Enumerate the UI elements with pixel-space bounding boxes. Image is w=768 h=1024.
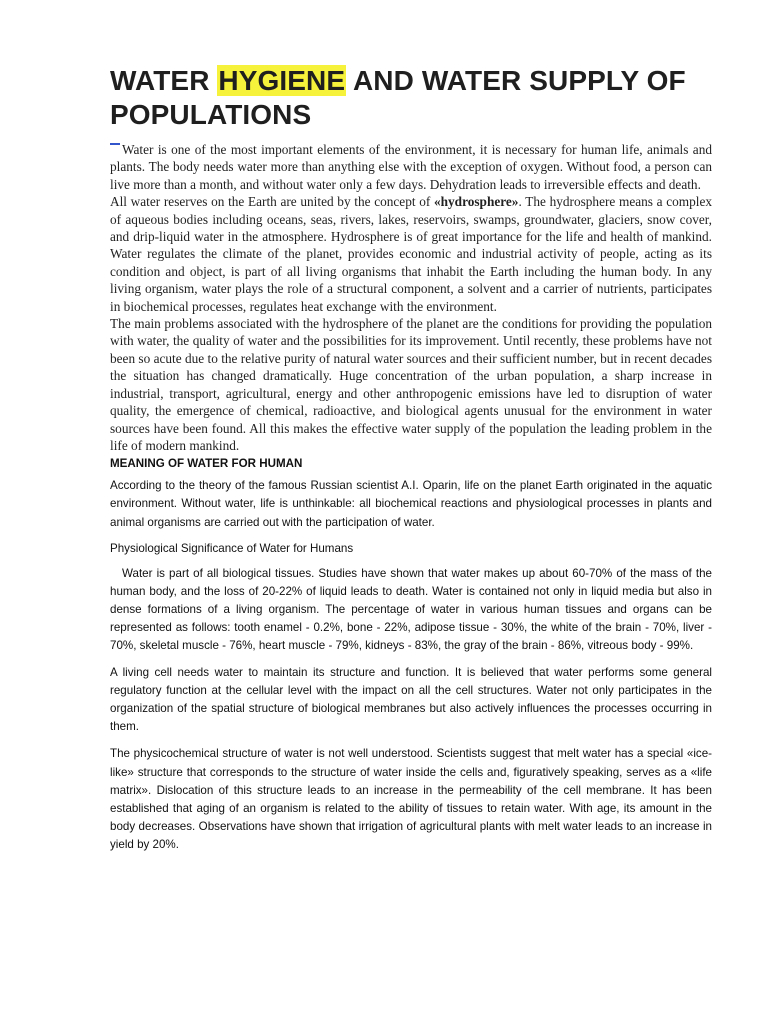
intro-paragraph-3: The main problems associated with the hydrosphere of the planet are the conditions for providing the population with water, the quality of water and the possibilities for its improvement. Until recently, these problems have not been so acute due to the relative purity of natural water sources and their sufficient number, but in recent decades the situation has changed dramatically. Huge concentration of the urban population, a sharp increase in industrial, transport, agricultural, energy and other anthropogenic emissions have led to disruption of water quality, the emergence of chemical, radioactive, and biological agents unusual for the environment in water sources have been found. All this makes the effective water supply of the population the leading problem in the life of modern mankind. xyxy=(110,316,712,453)
intro-paragraph-2 xyxy=(110,193,712,315)
meaning-section xyxy=(110,456,712,854)
title-before: WATER xyxy=(110,65,218,96)
page-title xyxy=(110,64,712,132)
section-paragraph-4: The physicochemical structure of water is not well understood. Scientists suggest that melt water has a special «ice-like» structure that corresponds to the structure of water inside the cells and, figuratively speaking, serves as a «life matrix». Dislocation of this structure leads to an increase in the permeability of the cell membrane. It has been established that aging of an organism is related to the ability of tissues to retain water. With age, its amount in the body decreases. Observations have shown that irrigation of agricultural plants with melt water leads to an increase in yield by 20%. xyxy=(110,747,712,851)
section-paragraph-1: According to the theory of the famous Russian scientist A.I. Oparin, life on the planet Earth originated in the aquatic environment. Without water, life is unthinkable: all biochemical reactions and physiological processes in plants and animal organisms are carried out with the participation of water. xyxy=(110,479,712,529)
section-heading: MEANING OF WATER FOR HUMAN xyxy=(110,457,303,471)
intro-p2-after: . The hydrosphere means a complex of aqueous bodies including oceans, seas, rivers, lakes, reservoirs, swamps, groundwater, glaciers, snow cover, and drip-liquid water in the atmosphere. Hydrosphere is of great importance for the life and health of mankind. Water regulates the climate of the planet, provides economic and industrial activity of people, acting as its condition and object, is part of all living organisms that inhabit the Earth including the human body. In any living organism, water plays the role of a structural component, a solvent and a carrier of nutrients, participates in biochemical processes, regulates heat exchange with the environment. xyxy=(110,194,712,314)
intro-p2-before: All water reserves on the Earth are united by the concept of xyxy=(110,194,434,210)
intro-paragraph-1: Water is one of the most important elements of the environment, it is necessary for human life, animals and plants. The body needs water more than anything else with the exception of oxygen. Without food, a person can live more than a month, and without water only a few days. Dehydration leads to irreversible effects and death. xyxy=(110,142,712,192)
title-after: AND WATER SUPPLY OF POPULATIONS xyxy=(110,65,686,130)
document-page xyxy=(110,64,712,863)
title-highlight: HYGIENE xyxy=(218,65,346,96)
subheading: Physiological Significance of Water for Humans xyxy=(110,541,354,555)
hydrosphere-term: «hydrosphere» xyxy=(433,194,519,210)
section-paragraph-2: Water is part of all biological tissues. Studies have shown that water makes up about 60-70% of the mass of the human body, and the loss of 20-22% of liquid leads to death. Water is contained not only in liquid media but also in dense formations of a living organism. The percentage of water in various human tissues and organs can be represented as follows: tooth enamel - 0.2%, bone - 22%, adipose tissue - 30%, the white of the brain - 70%, liver - 70%, skeletal muscle - 76%, heart muscle - 79%, kidneys - 83%, the gray of the brain - 86%, vitreous body - 99%. xyxy=(110,566,712,652)
intro-section xyxy=(110,141,712,454)
section-paragraph-3: A living cell needs water to maintain its structure and function. It is believed that water performs some general regulatory function at the cellular level with the impact on all the cell structures. Water not only participates in the organization of the spatial structure of biological membranes but also actively influences the processes occurring in them. xyxy=(110,666,712,734)
